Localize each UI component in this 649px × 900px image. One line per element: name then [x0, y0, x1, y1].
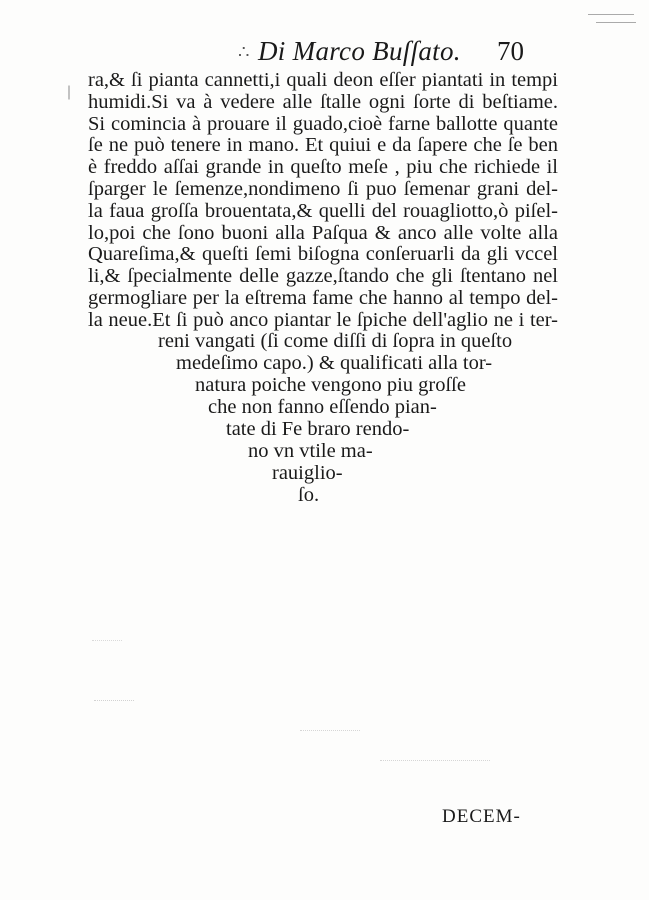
header-ornament: ∴ [238, 42, 250, 62]
text-line: lo,poi che ſono buoni alla Paſqua & anco alle volte alla [88, 221, 558, 244]
taper-line: che non fanno eſſendo pian- [208, 396, 437, 418]
left-margin-mark [69, 86, 70, 100]
text-line: germogliare per la eſtrema fame che hanno al tempo del- [88, 286, 558, 309]
taper-line: no vn vtile ma- [248, 440, 373, 462]
top-right-rule-mark-2 [596, 22, 636, 23]
taper-line: rauiglio- [272, 462, 343, 484]
text-line: Quareſima,& queſti ſemi biſogna conſeruarli da gli vccel [88, 243, 558, 266]
text-line: li,& ſpecialmente delle gazze,ſtando che gli ſtentano nel [88, 265, 558, 288]
text-line: la neue.Et ſi può anco piantar le ſpiche dell'aglio ne i ter- [88, 308, 558, 331]
top-right-rule-mark [588, 14, 634, 15]
taper-line: medeſimo capo.) & qualificati alla tor- [176, 352, 493, 374]
bleed-through-mark [94, 700, 134, 707]
text-line: Si comincia à prouare il guado,cioè farne ballotte quante [88, 112, 558, 135]
taper-line: ſo. [298, 484, 320, 506]
text-line: humidi.Si va à vedere alle ſtalle ogni ſorte di beſtiame. [88, 90, 558, 113]
body-text [88, 70, 558, 332]
running-title: Di Marco Buſſato. [258, 36, 461, 66]
taper-line: natura poiche vengono piu groſſe [195, 374, 466, 396]
text-line: è freddo aſſai grande in queſto meſe , piu che richiede il [88, 156, 558, 179]
bleed-through-mark [92, 640, 122, 647]
taper-line: reni vangati (ſi come diſſi di ſopra in queſto [158, 330, 513, 352]
text-line: ſe ne può tenere in mano. Et quiui e da ſapere che ſe ben [88, 134, 558, 157]
running-header [0, 34, 649, 74]
text-line: ra,& ſi pianta cannetti,i quali deon eſſer piantati in tempi [88, 69, 558, 91]
text-line: ſparger le ſemenze,nondimeno ſi puo ſemenar grani del- [88, 177, 558, 200]
taper-line: tate di Fe braro rendo- [226, 418, 410, 440]
bleed-through-mark [300, 730, 360, 737]
catchword: DECEM- [442, 806, 521, 827]
bleed-through-mark [380, 760, 490, 767]
text-line: la faua groſſa brouentata,& quelli del rouagliotto,ò piſel- [88, 199, 558, 222]
page-number: 70 [497, 36, 524, 66]
